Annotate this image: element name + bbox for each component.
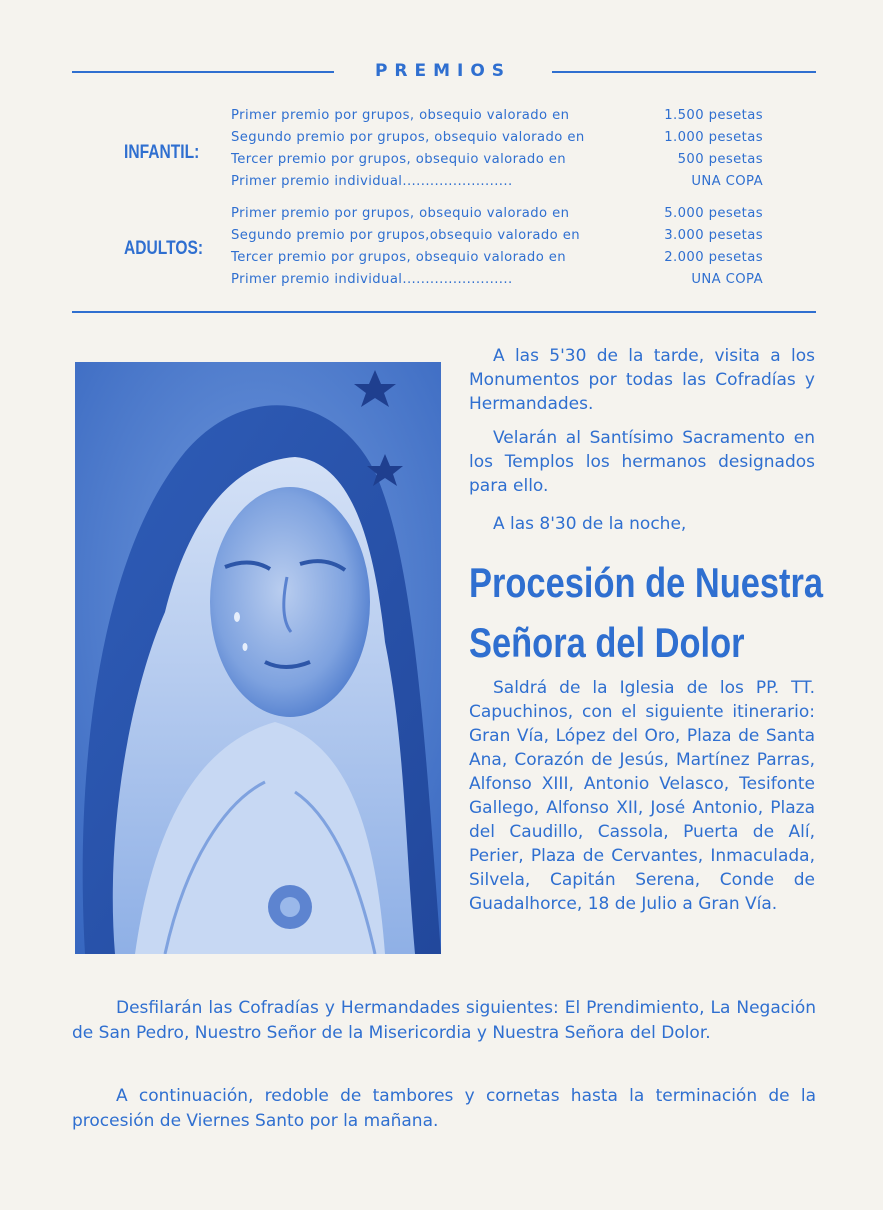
prize-amount: UNA COPA — [691, 272, 763, 287]
header-rule-right — [552, 71, 816, 73]
prize-line — [231, 127, 763, 149]
procession-title-line-2: Señora del Dolor — [469, 619, 745, 666]
prize-amount: UNA COPA — [691, 174, 763, 189]
procession-title-line-1: Procesión de Nuestra — [469, 559, 824, 606]
header-rule-left — [72, 71, 334, 73]
category-label-infantil: INFANTIL: — [124, 142, 200, 163]
parade-text: Desfilarán las Cofradías y Hermandades siguientes: El Prendimiento, La Negación de San Pedro, Nuestro Señor de la Misericordia y Nuestra Señora del Dolor. — [72, 998, 816, 1043]
prize-description: Tercer premio por grupos, obsequio valorado en — [231, 250, 567, 265]
itinerary-paragraph — [469, 676, 815, 916]
virgin-image — [75, 362, 441, 954]
prize-line — [231, 225, 763, 247]
prize-amount: 1.000 pesetas — [664, 130, 763, 145]
prize-description: Primer premio por grupos, obsequio valorado en — [231, 108, 570, 123]
prize-line — [231, 149, 763, 171]
vigil-text: Velarán al Santísimo Sacramento en los Templos los hermanos designados para ello. — [469, 428, 815, 496]
section-divider — [72, 311, 816, 313]
prize-amount: 5.000 pesetas — [664, 206, 763, 221]
prize-line — [231, 105, 763, 127]
category-label-adultos: ADULTOS: — [124, 238, 204, 259]
parade-paragraph — [72, 996, 816, 1046]
prize-description: Primer premio individual........................ — [231, 174, 513, 189]
prize-description: Primer premio por grupos, obsequio valorado en — [231, 206, 570, 221]
visit-paragraph — [469, 344, 815, 416]
prize-amount: 2.000 pesetas — [664, 250, 763, 265]
prize-line — [231, 171, 763, 193]
procession-title — [469, 553, 830, 673]
prize-line — [231, 269, 763, 291]
premios-header — [72, 58, 816, 84]
evening-text: A las 8'30 de la noche, — [493, 514, 687, 534]
visit-text: A las 5'30 de la tarde, visita a los Monumentos por todas las Cofradías y Hermandades. — [469, 346, 815, 414]
prize-line — [231, 247, 763, 269]
prize-amount: 3.000 pesetas — [664, 228, 763, 243]
closing-paragraph — [72, 1084, 816, 1134]
prize-description: Primer premio individual........................ — [231, 272, 513, 287]
prize-amount: 500 pesetas — [677, 152, 763, 167]
prize-description: Tercer premio por grupos, obsequio valorado en — [231, 152, 567, 167]
closing-text: A continuación, redoble de tambores y cornetas hasta la terminación de la procesión de Viernes Santo por la mañana. — [72, 1086, 816, 1131]
vigil-paragraph — [469, 426, 815, 498]
evening-paragraph — [469, 512, 815, 536]
itinerary-text: Saldrá de la Iglesia de los PP. TT. Capuchinos, con el siguiente itinerario: Gran Vía, López del Oro, Plaza de Santa Ana, Corazón de Jesús, Martínez Parras, Alfonso XIII, Antonio Velasco, Tesifonte Gallego, Alfonso XII, José Antonio, Plaza del Caudillo, Cassola, Puerta de Alí, Perier, Plaza de Cervantes, Inmaculada, Silvela, Capitán Serena, Conde de Guadalhorce, 18 de Julio a Gran Vía. — [469, 678, 815, 914]
prize-description: Segundo premio por grupos, obsequio valorado en — [231, 130, 585, 145]
prize-description: Segundo premio por grupos,obsequio valorado en — [231, 228, 580, 243]
prize-line — [231, 203, 763, 225]
section-title: PREMIOS — [374, 61, 512, 81]
prize-amount: 1.500 pesetas — [664, 108, 763, 123]
